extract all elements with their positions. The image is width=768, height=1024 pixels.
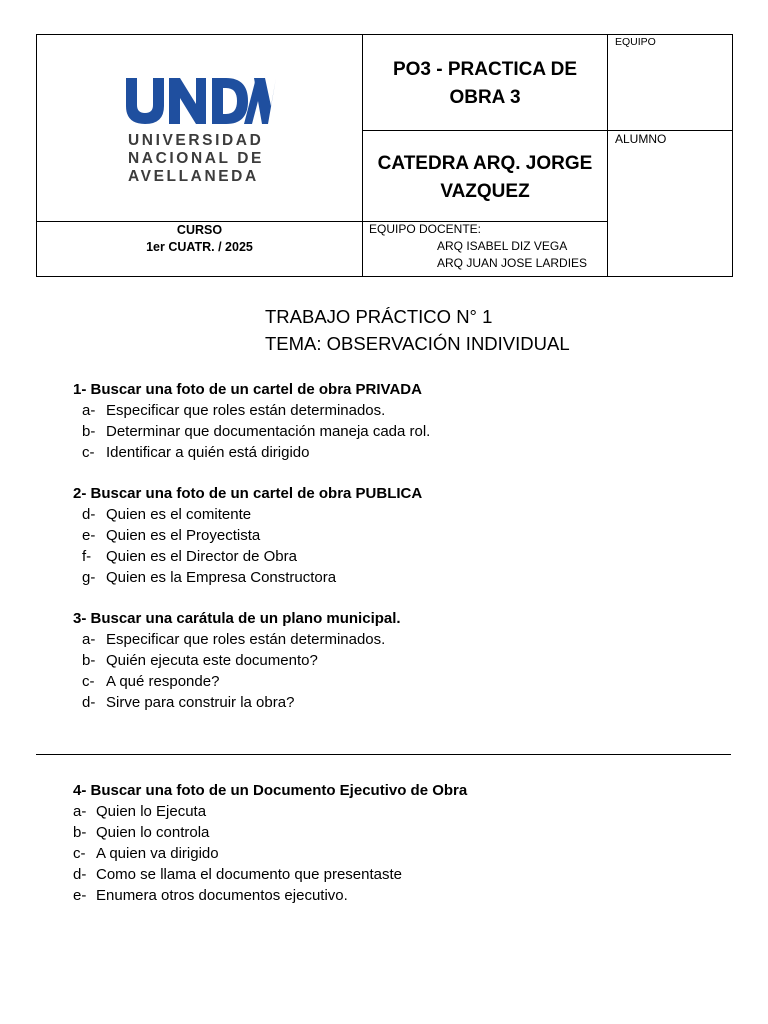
item-letter: c- [82,673,95,690]
item-text: Enumera otros documentos ejecutivo. [96,887,348,904]
item-text: Quien lo controla [96,824,210,841]
item-text: Como se llama el documento que presentaste [96,866,403,883]
practice-title [363,56,607,112]
page-separator [36,754,731,755]
list-item [73,843,467,864]
question-section [73,483,422,588]
docente-1: ARQ ISABEL DIZ VEGA [437,239,568,253]
item-text: Quien es la Empresa Constructora [106,569,337,586]
item-text: A qué responde? [106,673,220,690]
item-letter: c- [82,444,95,461]
list-item [73,650,401,671]
item-letter: a- [73,803,87,820]
item-letter: b- [82,652,96,669]
item-letter: a- [82,631,96,648]
tp-topic: TEMA: OBSERVACIÓN INDIVIDUAL [265,333,570,354]
logo-line-2: NACIONAL DE [128,150,264,167]
curso-cell [37,222,362,256]
item-letter: d- [73,866,87,883]
item-letter: g- [82,569,96,586]
item-letter: d- [82,694,96,711]
list-item [73,442,430,463]
item-letter: b- [73,824,87,841]
item-text: Quien es el Proyectista [106,527,261,544]
item-text: A quien va dirigido [96,845,219,862]
item-letter: f- [82,548,92,565]
list-item [73,567,422,588]
docente-2: ARQ JUAN JOSE LARDIES [437,256,588,270]
practice-title-line-1: PO3 - PRACTICA DE [392,59,578,80]
item-letter: b- [82,423,96,440]
question-section [73,608,401,713]
alumno-label: ALUMNO [615,132,667,146]
university-logo [126,76,276,182]
item-text: Quien es el comitente [106,506,252,523]
list-item [73,692,401,713]
list-item [73,421,430,442]
curso-value: 1er CUATR. / 2025 [146,240,253,254]
chair-title-line-1: CATEDRA ARQ. JORGE [377,153,593,174]
list-item [73,400,430,421]
question-section [73,379,430,463]
question-section [73,780,467,906]
list-item [73,671,401,692]
item-text: Quien lo Ejecuta [96,803,207,820]
equipo-docente-label: EQUIPO DOCENTE: [369,222,482,236]
chair-title [363,150,607,206]
logo-line-3: AVELLANEDA [128,168,259,182]
list-item [73,885,467,906]
item-text: Sirve para construir la obra? [106,694,295,711]
item-letter: a- [82,402,96,419]
item-letter: e- [73,887,87,904]
equipo-label: EQUIPO [615,36,656,48]
tp-number: TRABAJO PRÁCTICO N° 1 [265,306,493,327]
logo-line-1: UNIVERSIDAD [128,132,264,149]
header-divider [362,130,733,131]
undav-logo-mark [126,76,276,182]
item-text: Especificar que roles están determinados. [106,402,386,419]
header-divider [607,34,608,277]
item-text: Identificar a quién está dirigido [106,444,310,461]
list-item [73,546,422,567]
list-item [73,525,422,546]
item-letter: e- [82,527,96,544]
item-text: Quien es el Director de Obra [106,548,297,565]
list-item [73,864,467,885]
curso-label: CURSO [176,223,223,237]
item-letter: d- [82,506,96,523]
tp-heading [265,303,570,357]
question-title: 3- Buscar una carátula de un plano municipal. [73,610,401,627]
list-item [73,801,467,822]
item-letter: c- [73,845,86,862]
question-title: 1- Buscar una foto de un cartel de obra PRIVADA [73,381,422,398]
item-text: Especificar que roles están determinados. [106,631,386,648]
practice-title-line-2: OBRA 3 [449,87,521,108]
list-item [73,822,467,843]
chair-title-line-2: VAZQUEZ [440,181,530,202]
list-item [73,629,401,650]
question-title: 2- Buscar una foto de un cartel de obra PUBLICA [73,485,423,502]
list-item [73,504,422,525]
item-text: Quién ejecuta este documento? [106,652,318,669]
question-title: 4- Buscar una foto de un Documento Ejecutivo de Obra [73,782,468,799]
item-text: Determinar que documentación maneja cada rol. [106,423,431,440]
